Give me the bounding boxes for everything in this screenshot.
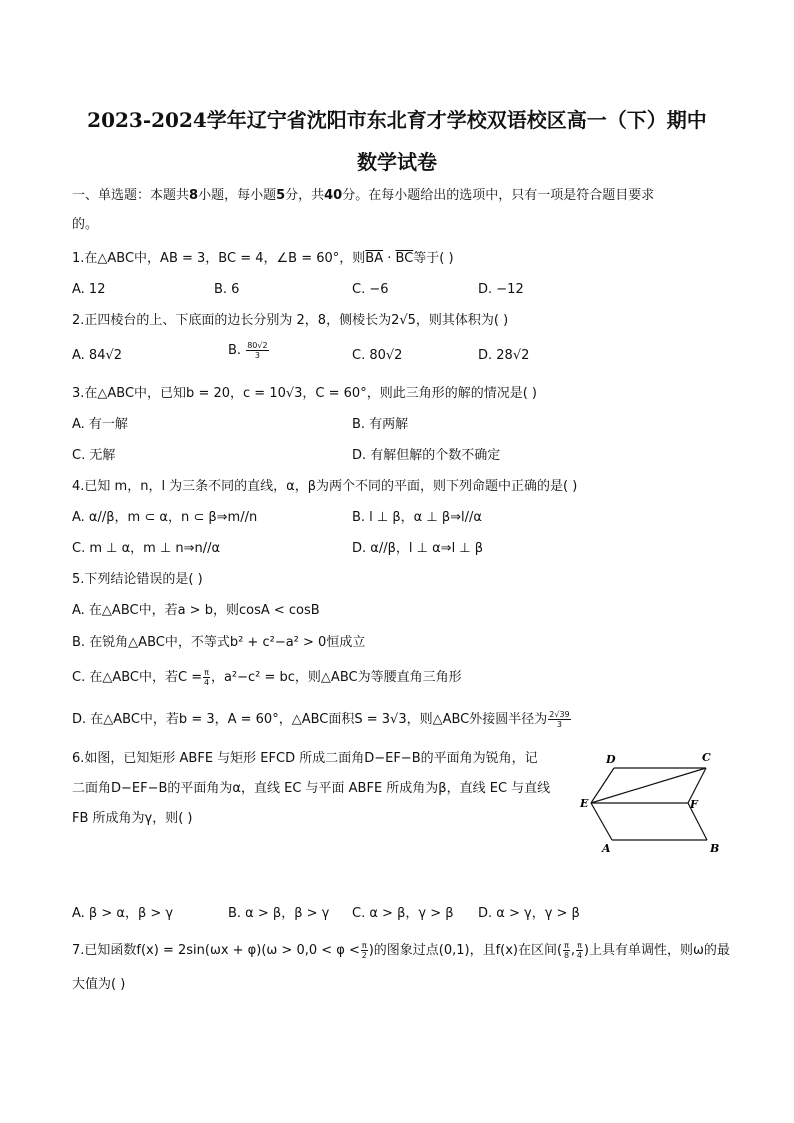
question-4-stem: 4.已知 m，n，l 为三条不同的直线，α，β为两个不同的平面，则下列命题中正确的是( ) [72,479,578,494]
dihedral-angle-figure [574,748,734,858]
exam-title-line2: 数学试卷 [357,150,437,174]
question-1-stem: 1.在△ABC中，AB = 3，BC = 4，∠B = 60°，则$\overline{BA} \cdot \overline{BC}$等于( ) [72,251,454,266]
label-a: A [602,842,611,855]
q3-option-b: B. 有两解 [352,417,409,432]
edge-de [591,768,614,803]
q5-option-c: C. 在△ABC中，若C = $\frac{\pi}{4}$ ，a²−c² = bc，则△ABC为等腰直角三角形 [72,668,462,687]
section-header: 一、单选题：本题共8小题，每小题5分，共40分。在每小题给出的选项中，只有一项是符合题目要求 [72,188,655,203]
q2-option-c: C. 80√2 [352,348,403,363]
edge-ec [591,768,706,803]
exam-title-line1: 2023-2024学年辽宁省沈阳市东北育才学校双语校区高一（下）期中 [87,108,707,132]
q5-option-b: B. 在锐角△ABC中，不等式b² + c²−a² > 0恒成立 [72,635,366,650]
q4-option-b: B. l ⊥ β，α ⊥ β⇒l//α [352,510,482,525]
label-b: B [710,842,720,855]
label-f: F [690,798,698,811]
label-d: D [606,753,616,766]
q4-option-d: D. α//β，l ⊥ α⇒l ⊥ β [352,541,484,556]
q1-option-d: D. −12 [478,282,524,297]
label-e: E [580,797,589,810]
q3-option-d: D. 有解但解的个数不确定 [352,448,501,463]
q3-option-a: A. 有一解 [72,417,128,432]
question-7-stem-line2: 大值为( ) [72,977,126,992]
q5-option-a: A. 在△ABC中，若a > b，则cosA < cosB [72,603,320,618]
question-7-stem-line1: 7.已知函数f(x) = 2sin(ωx + φ)(ω > 0,0 < φ < $\frac{\pi}{2}$ )的图象过点(0,1)，且f(x)在区间( $\frac{\pi}{8}$ , $\frac{\pi}{4}$ )上具有单调性，则ω的最 [72,941,730,960]
q2-option-d: D. 28√2 [478,348,530,363]
q4-option-c: C. m ⊥ α，m ⊥ n⇒n//α [72,541,221,556]
q1-option-a: A. 12 [72,282,106,297]
section-header-cont: 的。 [72,217,99,232]
question-6-stem-line3: FB 所成角为γ，则( ) [72,811,193,826]
question-5-stem: 5.下列结论错误的是( ) [72,572,203,587]
label-c: C [702,751,711,764]
q4-option-a: A. α//β，m ⊂ α，n ⊂ β⇒m//n [72,510,258,525]
question-2-stem: 2.正四棱台的上、下底面的边长分别为 2，8，侧棱长为2√5，则其体积为( ) [72,313,509,328]
question-6-stem-line1: 6.如图，已知矩形 ABFE 与矩形 EFCD 所成二面角D−EF−B的平面角为锐角，记 [72,751,538,766]
q6-option-c: C. α > β，γ > β [352,906,454,921]
question-6-stem-line2: 二面角D−EF−B的平面角为α，直线 EC 与平面 ABFE 所成角为β，直线 EC 与直线 [72,781,551,796]
question-3-stem: 3.在△ABC中，已知b = 20，c = 10√3，C = 60°，则此三角形的解的情况是( ) [72,386,537,401]
q5-option-d: D. 在△ABC中，若b = 3，A = 60°，△ABC面积S = 3√3，则△ABC外接圆半径为 $\frac{2√39}{3}$ [72,710,570,729]
q6-option-d: D. α > γ，γ > β [478,906,580,921]
q6-option-a: A. β > α，β > γ [72,906,174,921]
q2-option-a: A. 84√2 [72,348,123,363]
q3-option-c: C. 无解 [72,448,116,463]
edge-ea [591,803,612,840]
q2-option-b: B. $\frac{80√2}{3}$ [228,341,268,360]
q6-option-b: B. α > β，β > γ [228,906,330,921]
q1-option-c: C. −6 [352,282,389,297]
q1-option-b: B. 6 [214,282,240,297]
